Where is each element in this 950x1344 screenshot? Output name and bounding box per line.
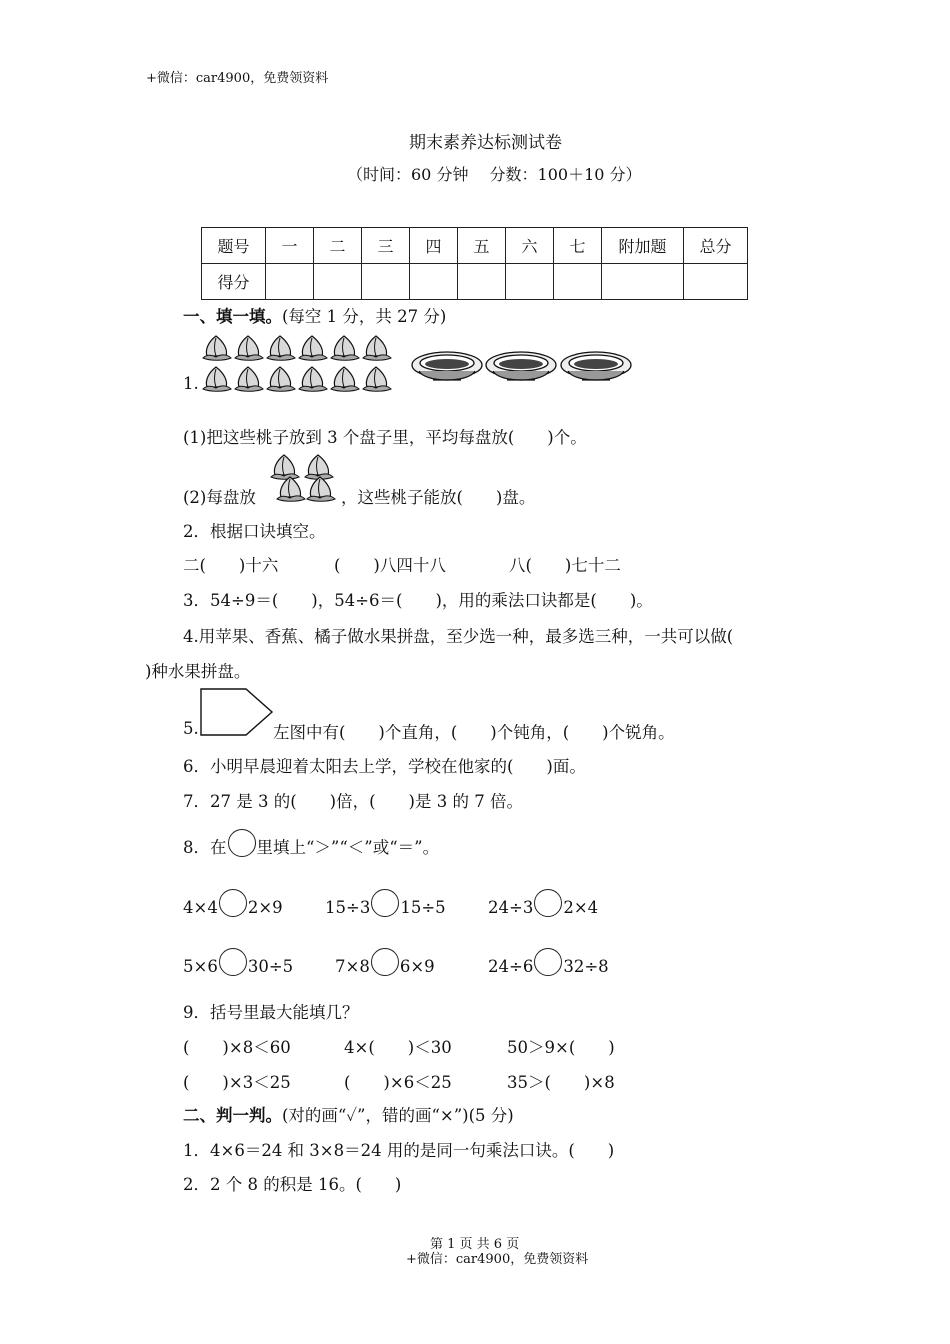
- table-cell: 附加题: [602, 228, 684, 264]
- q9-item: 50＞9×( ): [507, 1038, 615, 1057]
- compare-left: 24÷3: [488, 898, 534, 917]
- q9-item: 35＞( )×8: [507, 1073, 615, 1092]
- section2-points: (对的画“✓”，错的画“×”)(5 分): [282, 1106, 514, 1125]
- q2-text: 2．根据口诀填空。: [183, 522, 326, 541]
- peaches-figure: [200, 332, 396, 394]
- circle-icon: [228, 829, 256, 857]
- plates-figure: [410, 348, 636, 388]
- score-blank[interactable]: [554, 264, 602, 300]
- q1-part2-suffix: ，这些桃子能放( )盘。: [341, 488, 536, 507]
- table-cell: 得分: [202, 264, 266, 300]
- judge-q2: 2．2 个 8 的积是 16。( ): [183, 1175, 402, 1194]
- compare-circle[interactable]: [371, 948, 399, 976]
- score-blank[interactable]: [602, 264, 684, 300]
- peach-group-icon: [268, 452, 340, 502]
- compare-circle[interactable]: [219, 948, 247, 976]
- judge-q1: 1．4×6＝24 和 3×8＝24 用的是同一句乘法口诀。( ): [183, 1141, 615, 1160]
- q9-text: 9．括号里最大能填几？: [183, 1003, 359, 1022]
- score-blank[interactable]: [684, 264, 748, 300]
- compare-circle[interactable]: [534, 948, 562, 976]
- section2-title: 二、判一判。: [183, 1106, 282, 1125]
- q9-item: 4×( )＜30: [344, 1038, 452, 1057]
- q9-item: ( )×3＜25: [183, 1073, 291, 1092]
- page-subtitle: （时间：60 分钟 分数：100＋10 分）: [347, 165, 642, 184]
- section1-heading: [183, 303, 446, 327]
- score-blank[interactable]: [362, 264, 410, 300]
- score-blank[interactable]: [410, 264, 458, 300]
- compare-item: [335, 948, 435, 976]
- q1-part2-prefix: (2)每盘放: [183, 488, 256, 507]
- compare-right: 6×9: [399, 957, 435, 976]
- compare-left: 7×8: [335, 957, 370, 976]
- q8-prefix: 8．在: [183, 838, 227, 857]
- q8-text: [183, 829, 439, 858]
- section1-points: (每空 1 分，共 27 分): [282, 307, 447, 326]
- q2-item: ( )八四十八: [334, 556, 446, 575]
- table-cell: 一: [266, 228, 314, 264]
- section2-heading: [183, 1102, 514, 1126]
- compare-circle[interactable]: [371, 889, 399, 917]
- score-blank[interactable]: [314, 264, 362, 300]
- compare-right: 32÷8: [563, 957, 609, 976]
- q5-text: 左图中有( )个直角，( )个钝角，( )个锐角。: [273, 723, 675, 742]
- score-blank[interactable]: [458, 264, 506, 300]
- compare-right: 15÷5: [400, 898, 446, 917]
- page-number: 第 1 页 共 6 页: [430, 1237, 520, 1252]
- q1-part1: (1)把这些桃子放到 3 个盘子里，平均每盘放( )个。: [183, 428, 587, 447]
- table-cell: 总分: [684, 228, 748, 264]
- compare-left: 24÷6: [488, 957, 534, 976]
- compare-right: 2×4: [563, 898, 599, 917]
- pentagon-figure: [200, 688, 274, 736]
- score-blank[interactable]: [266, 264, 314, 300]
- score-table-score-row: [202, 264, 748, 300]
- q1-number: 1.: [183, 374, 199, 393]
- footer-note: +微信：car4900，免费领资料: [406, 1252, 589, 1267]
- compare-item: [488, 889, 598, 917]
- score-table-header-row: [202, 228, 748, 264]
- q8-suffix: 里填上“＞”“＜”或“＝”。: [256, 838, 440, 857]
- q2-item: 八( )七十二: [509, 556, 621, 575]
- q6-text: 6．小明早晨迎着太阳去上学，学校在他家的( )面。: [183, 757, 586, 776]
- q5-number: 5.: [183, 719, 199, 738]
- compare-item: [183, 889, 283, 917]
- compare-item: [183, 948, 293, 976]
- q2-item: 二( )十六: [183, 556, 279, 575]
- q7-text: 7．27 是 3 的( )倍，( )是 3 的 7 倍。: [183, 792, 523, 811]
- score-table: [201, 227, 748, 300]
- compare-item: [325, 889, 446, 917]
- table-cell: 二: [314, 228, 362, 264]
- table-cell: 四: [410, 228, 458, 264]
- compare-circle[interactable]: [219, 889, 247, 917]
- compare-item: [488, 948, 609, 976]
- score-blank[interactable]: [506, 264, 554, 300]
- table-cell: 六: [506, 228, 554, 264]
- compare-right: 2×9: [247, 898, 283, 917]
- compare-left: 4×4: [183, 898, 218, 917]
- compare-right: 30÷5: [247, 957, 294, 976]
- q9-item: ( )×8＜60: [183, 1038, 291, 1057]
- table-cell: 题号: [202, 228, 266, 264]
- header-note: +微信：car4900，免费领资料: [146, 71, 329, 86]
- q9-item: ( )×6＜25: [344, 1073, 452, 1092]
- q4-line1: 4.用苹果、香蕉、橘子做水果拼盘，至少选一种，最多选三种，一共可以做(: [183, 627, 734, 646]
- q4-line2: )种水果拼盘。: [145, 662, 251, 681]
- compare-left: 15÷3: [325, 898, 371, 917]
- table-cell: 五: [458, 228, 506, 264]
- table-cell: 七: [554, 228, 602, 264]
- compare-left: 5×6: [183, 957, 218, 976]
- q3-text: 3．54÷9＝( )，54÷6＝( )，用的乘法口诀都是( )。: [183, 591, 653, 610]
- table-cell: 三: [362, 228, 410, 264]
- page-title: 期末素养达标测试卷: [409, 133, 562, 153]
- compare-circle[interactable]: [534, 889, 562, 917]
- section1-title: 一、填一填。: [183, 307, 282, 326]
